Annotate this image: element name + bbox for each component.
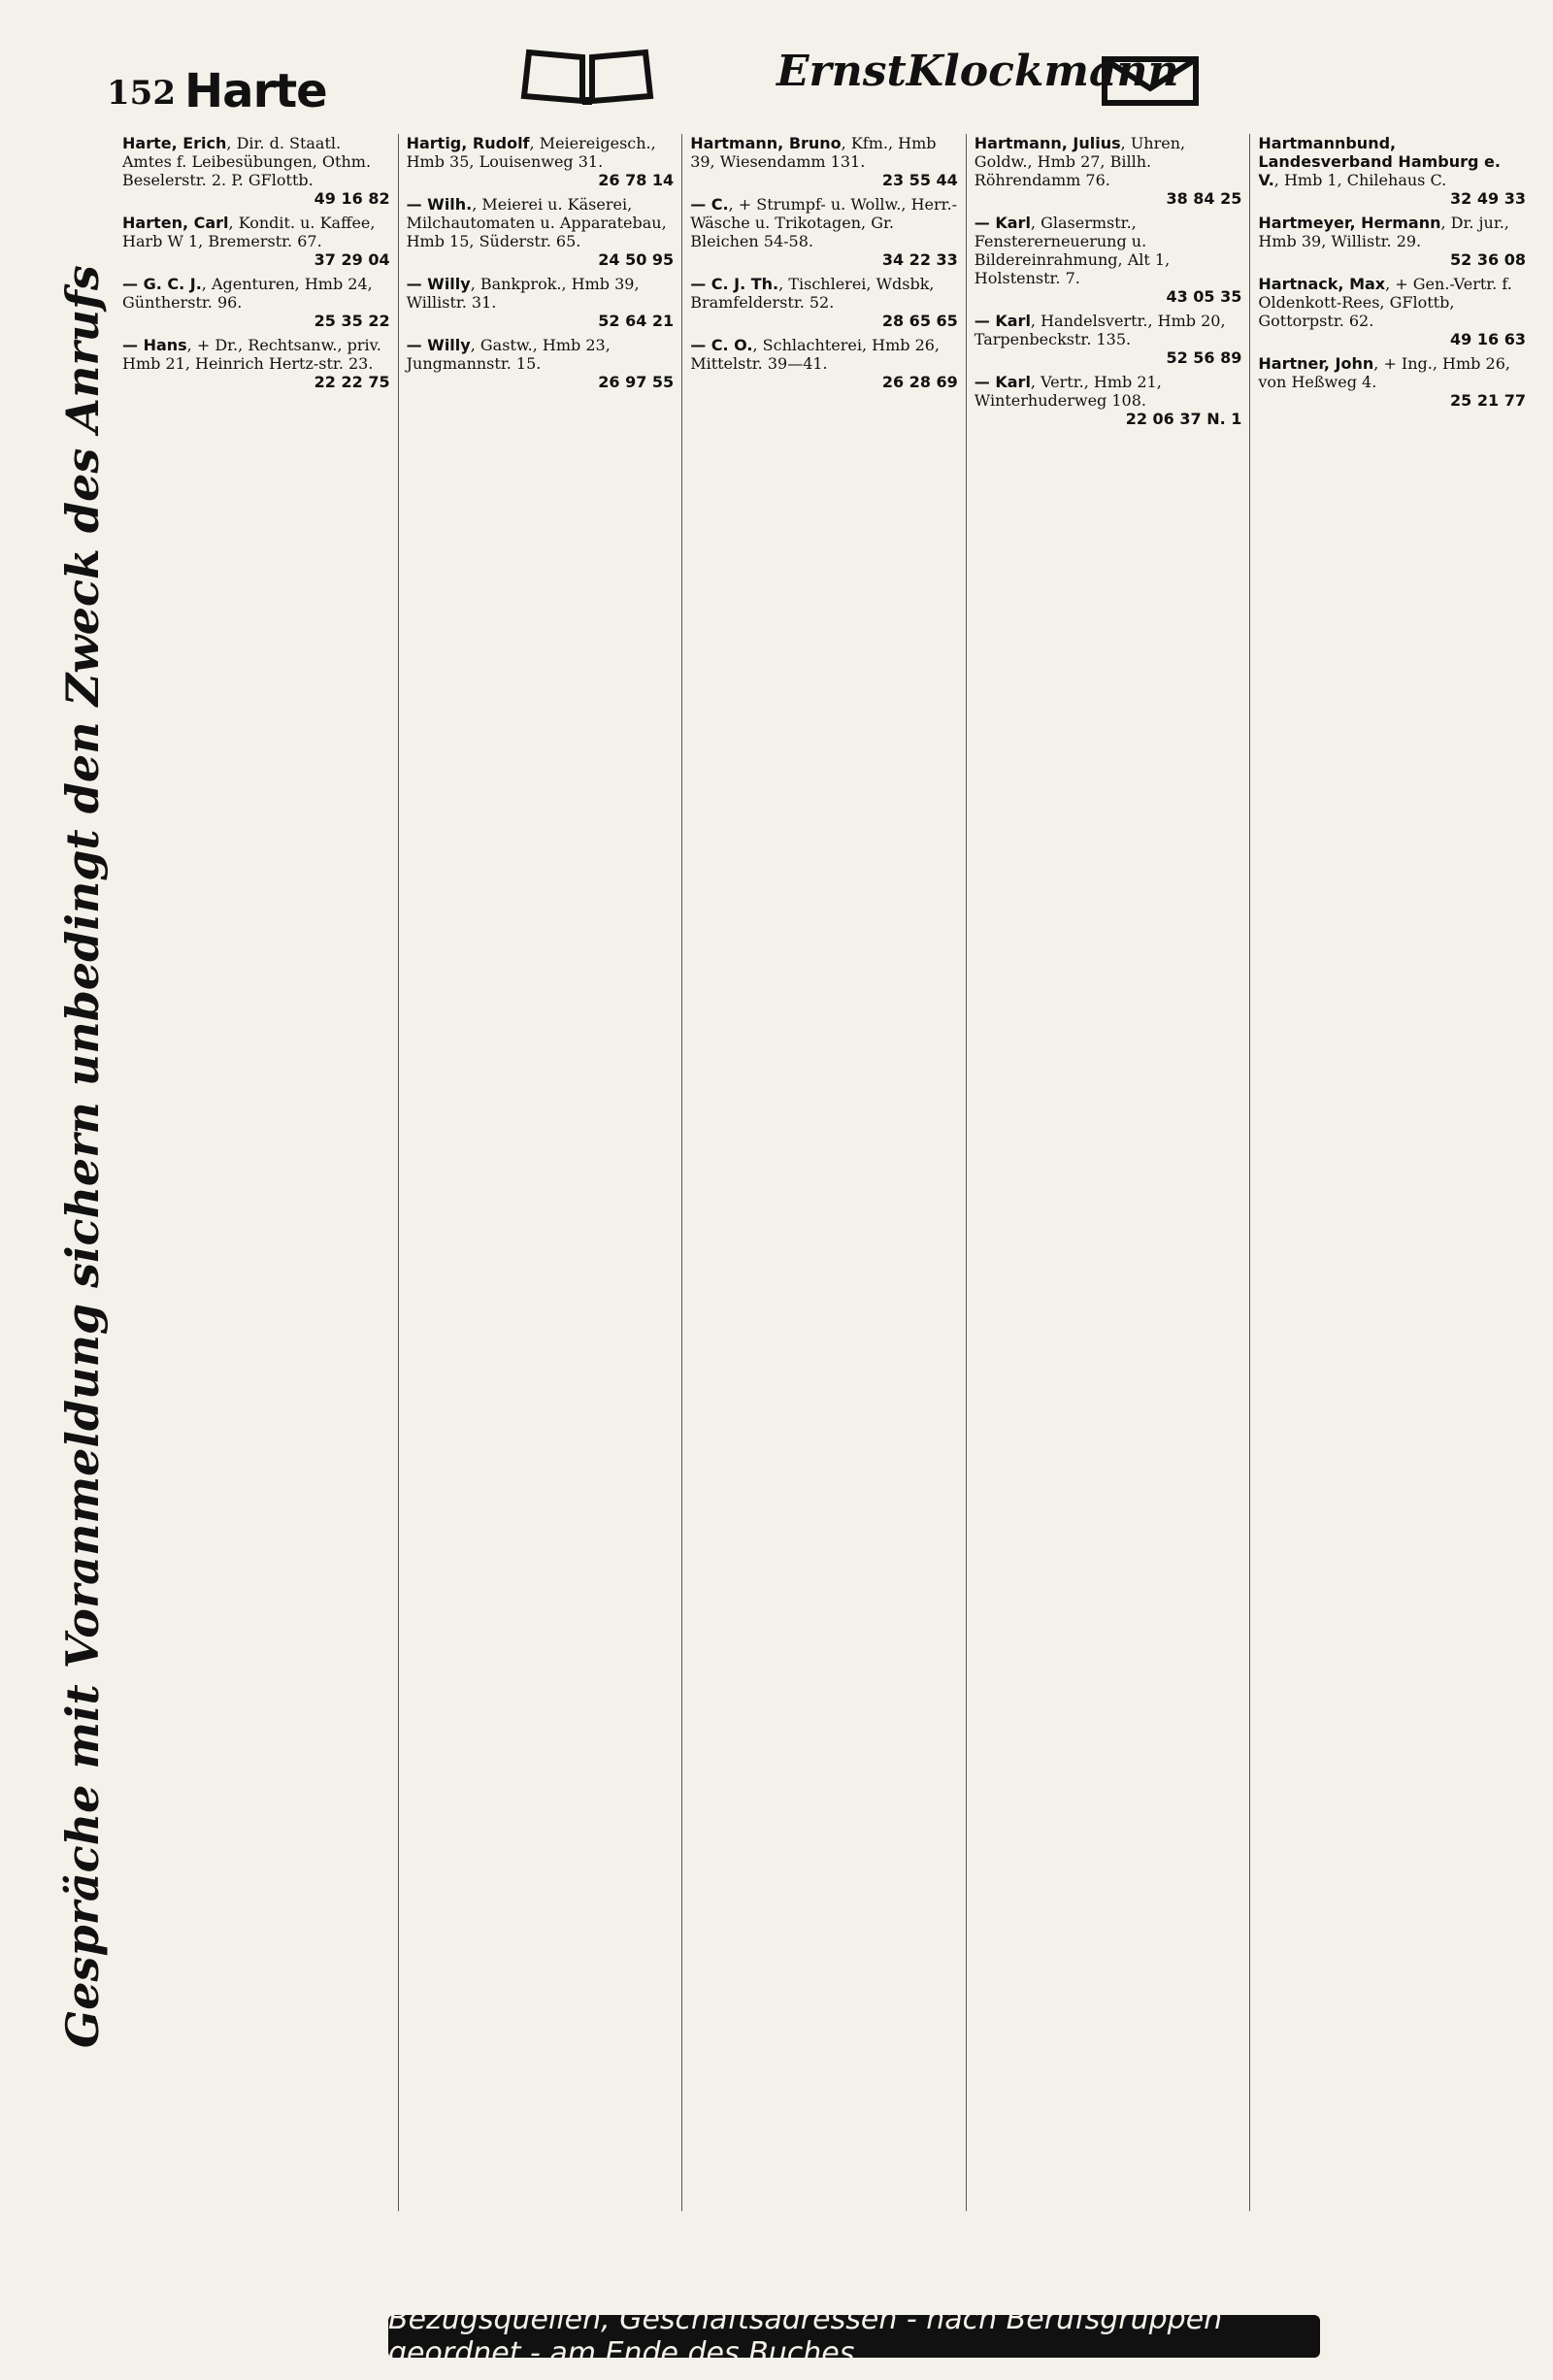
directory-entry: Hartner, John, + Ing., Hmb 26, von Heßweg 4. 25 21 77 <box>1258 354 1526 410</box>
directory-entry: — C., + Strumpf- u. Wollw., Herr.-Wäsche u. Trikotagen, Gr. Bleichen 54-58. 34 22 33 <box>690 195 958 269</box>
book-icon <box>514 43 660 111</box>
entry-text: Handelsvertr., Hmb 20, Tarpenbeckstr. 135. <box>974 312 1226 348</box>
logo-text: ErnstKlockmann <box>776 47 1179 96</box>
entry-phone: 49 16 82 <box>314 189 390 208</box>
entry-name: Harte, Erich <box>122 134 227 152</box>
entry-phone: 43 05 35 <box>1166 287 1242 306</box>
entry-phone: 23 55 44 <box>881 171 958 189</box>
entry-name: — Wilh. <box>406 195 473 214</box>
entry-phone: 28 65 65 <box>881 312 958 330</box>
entry-name: — Karl <box>974 312 1031 330</box>
directory-entry: Harte, Erich, Dir. d. Staatl. Amtes f. Leibesübungen, Othm. Beselerstr. 2. P. GFlottb. 49 16 82 <box>122 134 390 208</box>
entry-name: — C. <box>690 195 729 214</box>
directory-entry: Hartmann, Bruno, Kfm., Hmb 39, Wiesendamm 131. 23 55 44 <box>690 134 958 189</box>
entry-phone: 22 06 37 N. 1 <box>1125 410 1242 428</box>
directory-entry: — Hans, + Dr., Rechtsanw., priv. Hmb 21, Heinrich Hertz-str. 23. 22 22 75 <box>122 336 390 391</box>
entry-name: — Hans <box>122 336 187 354</box>
entry-text: Kondit. u. Kaffee, Harb W 1, Bremerstr. 67. <box>122 214 376 250</box>
directory-entry: Hartmeyer, Hermann, Dr. jur., Hmb 39, Willistr. 29. 52 36 08 <box>1258 214 1526 269</box>
entry-text: Hmb 1, Chilehaus C. <box>1283 171 1447 189</box>
entry-phone: 26 28 69 <box>881 373 958 391</box>
directory-entry: — Wilh., Meierei u. Käserei, Milchautomaten u. Apparatebau, Hmb 15, Süderstr. 65. 24 50 95 <box>406 195 675 269</box>
entry-phone: 24 50 95 <box>598 250 675 269</box>
directory-entry: Harten, Carl, Kondit. u. Kaffee, Harb W 1, Bremerstr. 67. 37 29 04 <box>122 214 390 269</box>
entry-phone: 34 22 33 <box>881 250 958 269</box>
entry-name: Hartnack, Max <box>1258 275 1386 293</box>
entry-phone: 26 78 14 <box>598 171 675 189</box>
directory-entry: Hartmannbund, Landesverband Hamburg e. V., Hmb 1, Chilehaus C. 32 49 33 <box>1258 134 1526 208</box>
entry-name: Hartmeyer, Hermann <box>1258 214 1441 232</box>
entry-text: Vertr., Hmb 21, Winterhuderweg 108. <box>974 373 1162 410</box>
directory-entry: Hartig, Rudolf, Meiereigesch., Hmb 35, Louisenweg 31. 26 78 14 <box>406 134 675 189</box>
directory-entry: — Willy, Bankprok., Hmb 39, Willistr. 31. 52 64 21 <box>406 275 675 330</box>
directory-column-2 <box>398 134 682 2211</box>
entry-name: — C. O. <box>690 336 753 354</box>
entry-name: — Karl <box>974 373 1031 391</box>
entry-text: + Dr., Rechtsanw., priv. Hmb 21, Heinrich Hertz-str. 23. <box>122 336 381 373</box>
footer-banner: Bezugsquellen, Geschäftsadressen - nach Berufsgruppen geordnet - am Ende des Buches <box>388 2315 1320 2358</box>
entry-phone: 49 16 63 <box>1450 330 1526 348</box>
entry-phone: 52 36 08 <box>1450 250 1526 269</box>
directory-entry: — Willy, Gastw., Hmb 23, Jungmannstr. 15. 26 97 55 <box>406 336 675 391</box>
directory-column-5 <box>1249 134 1534 2211</box>
entry-name: Hartmann, Julius <box>974 134 1121 152</box>
entry-name: — C. J. Th. <box>690 275 779 293</box>
entry-text: Uhren, Goldw., Hmb 27, Billh. Röhrendamm 76. <box>974 134 1186 189</box>
entry-text: Meierei u. Käserei, Milchautomaten u. Apparatebau, Hmb 15, Süderstr. 65. <box>406 195 667 250</box>
entry-text: Gastw., Hmb 23, Jungmannstr. 15. <box>406 336 611 373</box>
entry-name: — Karl <box>974 214 1031 232</box>
entry-text: Dr. jur., Hmb 39, Willistr. 29. <box>1258 214 1509 250</box>
entry-name: — Willy <box>406 336 471 354</box>
entry-phone: 37 29 04 <box>314 250 390 269</box>
page-header <box>107 29 1514 126</box>
entry-name: Hartig, Rudolf <box>406 134 530 152</box>
directory-column-3 <box>681 134 966 2211</box>
directory-entry: Hartmann, Julius, Uhren, Goldw., Hmb 27, Billh. Röhrendamm 76. 38 84 25 <box>974 134 1242 208</box>
entry-text: Agenturen, Hmb 24, Güntherstr. 96. <box>122 275 373 312</box>
page-number: 152 <box>107 74 176 113</box>
entry-name: — Willy <box>406 275 471 293</box>
entry-phone: 52 56 89 <box>1166 348 1242 367</box>
entry-phone: 22 22 75 <box>314 373 390 391</box>
entry-phone: 38 84 25 <box>1166 189 1242 208</box>
entry-text: Meiereigesch., Hmb 35, Louisenweg 31. <box>406 134 656 171</box>
envelope-icon <box>1097 45 1204 113</box>
entry-name: Hartner, John <box>1258 354 1374 373</box>
entry-text: + Ing., Hmb 26, von Heßweg 4. <box>1258 354 1510 391</box>
entry-name: Hartmann, Bruno <box>690 134 842 152</box>
entry-text: Kfm., Hmb 39, Wiesendamm 131. <box>690 134 937 171</box>
entry-phone: 52 64 21 <box>598 312 675 330</box>
directory-entry: — C. O., Schlachterei, Hmb 26, Mittelstr. 39—41. 26 28 69 <box>690 336 958 391</box>
entry-phone: 26 97 55 <box>598 373 675 391</box>
entry-phone: 32 49 33 <box>1450 189 1526 208</box>
entry-text: Schlachterei, Hmb 26, Mittelstr. 39—41. <box>690 336 941 373</box>
entry-text: + Gen.-Vertr. f. Oldenkott-Rees, GFlottb, Gottorpstr. 62. <box>1258 275 1512 330</box>
entry-text: + Strumpf- u. Wollw., Herr.-Wäsche u. Trikotagen, Gr. Bleichen 54-58. <box>690 195 958 250</box>
entry-name: Hartmannbund, Landesverband Hamburg e. V. <box>1258 134 1501 189</box>
directory-entry: — G. C. J., Agenturen, Hmb 24, Güntherstr. 96. 25 35 22 <box>122 275 390 330</box>
margin-slogan: Gespräche mit Voranmeldung sichern unbedingt den Zweck des Anrufs <box>56 265 109 2048</box>
entry-text: Bankprok., Hmb 39, Willistr. 31. <box>406 275 640 312</box>
page-headword: Harte <box>184 64 327 118</box>
directory-column-1 <box>115 134 398 2211</box>
entry-phone: 25 21 77 <box>1450 391 1526 410</box>
entry-name: — G. C. J. <box>122 275 202 293</box>
entry-name: Harten, Carl <box>122 214 229 232</box>
entry-text: Dir. d. Staatl. Amtes f. Leibesübungen, Othm. Beselerstr. 2. P. GFlottb. <box>122 134 372 189</box>
directory-entry: — Karl, Glasermstr., Fenstererneuerung u. Bildereinrahmung, Alt 1, Holstenstr. 7. 43 05 35 <box>974 214 1242 306</box>
entry-text: Glasermstr., Fenstererneuerung u. Bildereinrahmung, Alt 1, Holstenstr. 7. <box>974 214 1171 287</box>
entry-text: Tischlerei, Wdsbk, Bramfelderstr. 52. <box>690 275 935 312</box>
directory-columns <box>115 134 1534 2211</box>
directory-entry: — Karl, Handelsvertr., Hmb 20, Tarpenbeckstr. 135. 52 56 89 <box>974 312 1242 367</box>
directory-entry: — C. J. Th., Tischlerei, Wdsbk, Bramfelderstr. 52. 28 65 65 <box>690 275 958 330</box>
entry-phone: 25 35 22 <box>314 312 390 330</box>
directory-column-4 <box>966 134 1250 2211</box>
directory-entry: — Karl, Vertr., Hmb 21, Winterhuderweg 108. 22 06 37 N. 1 <box>974 373 1242 428</box>
publisher-logo <box>514 39 1213 116</box>
directory-entry: Hartnack, Max, + Gen.-Vertr. f. Oldenkott-Rees, GFlottb, Gottorpstr. 62. 49 16 63 <box>1258 275 1526 348</box>
